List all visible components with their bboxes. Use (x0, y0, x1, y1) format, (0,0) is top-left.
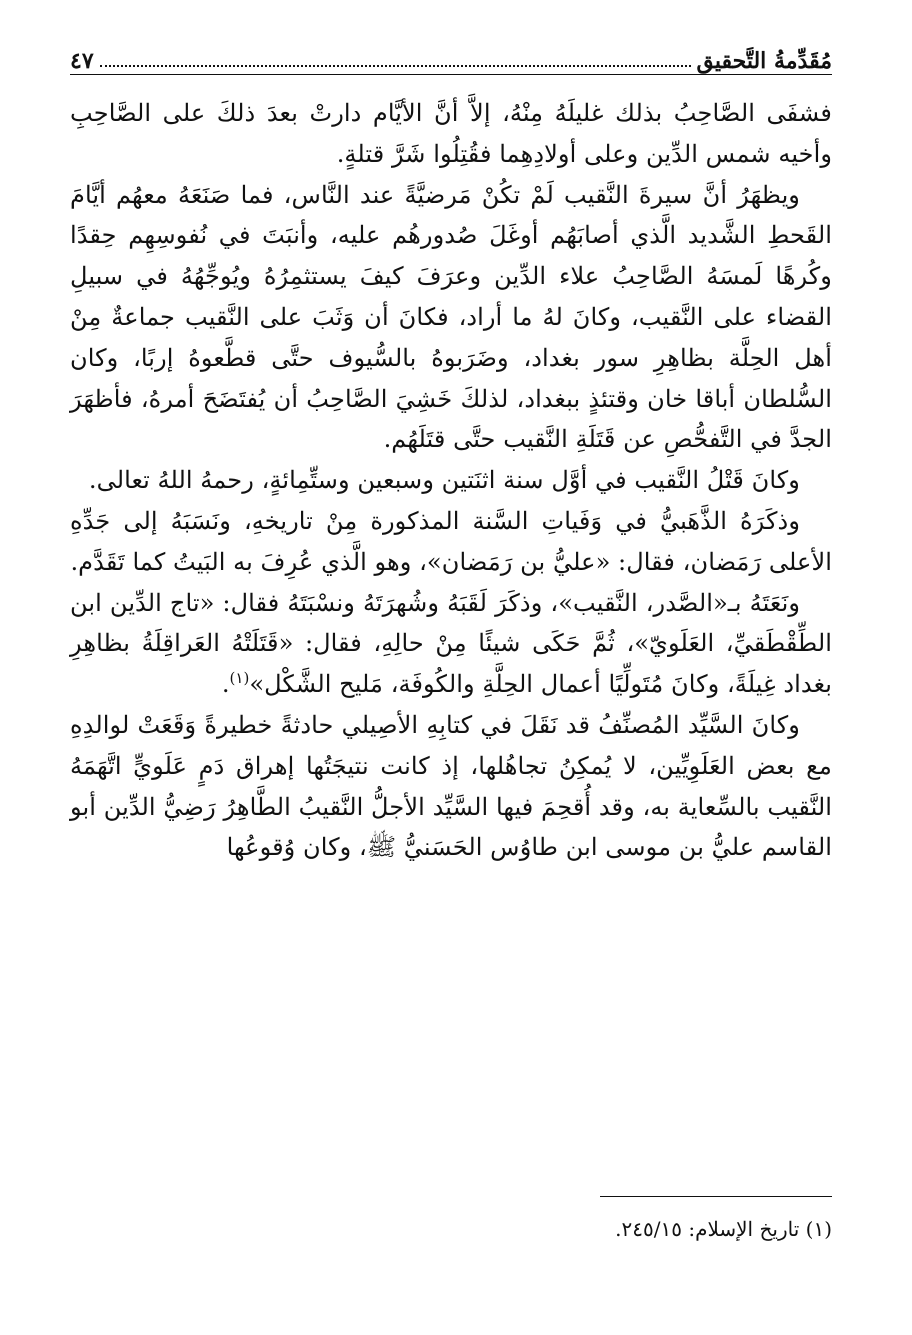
body-text (70, 93, 832, 868)
paragraph-text: ونَعَتَهُ بـ«الصَّدر، النَّقيب»، وذكَرَ لَقَبَهُ وشُهرَتَهُ ونسْبَتَهُ فقال: «تاج الدِّين ابن الطِّقْطَقيِّ، العَلَويّ»، ثُمَّ حَكَى شيئًا مِنْ حالِهِ، فقال: «قَتَلَتْهُ العَراقِلَةُ بظاهِرِ بغداد غِيلَةً، وكانَ مُتَولِّيًا أعمال الحِلَّةِ والكُوفَة، مَليح الشَّكْل» (70, 588, 832, 699)
footnote: (١) تاريخ الإسلام: ٢٤٥/١٥. (615, 1217, 832, 1241)
paragraph-text: وكانَ السَّيِّد المُصنِّفُ قد نَقَلَ في كتابِهِ الأصِيلي حادثةً خطيرةً وَقَعَتْ لوالدِهِ مع بعض العَلَوِيِّين، لا يُمكِنُ تجاهُلها، إذ كانت نتيجَتُها إهراق دَمٍ عَلَويٍّ اتَّهَمَهُ النَّقيب بالسِّعاية به، وقد أُقحِمَ فيها السَّيِّد الأجلُّ النَّقيبُ الطَّاهِرُ رَضِيُّ الدِّين أبو القاسم عليُّ بن موسى ابن طاوُس الحَسَنيُّ ﷺ، وكان وُقوعُها (70, 710, 832, 862)
paragraph-text: فشفَى الصَّاحِبُ بذلك غليلَهُ مِنْهُ، إلاَّ أنَّ الأيَّام دارتْ بعدَ ذلكَ على الصَّاحِبِ وأخيه شمس الدِّين وعلى أولادِهِما فقُتِلُوا شَرَّ قتلةٍ. (70, 99, 832, 168)
paragraph-1 (70, 93, 832, 175)
page-number: ٤٧ (70, 48, 94, 74)
paragraph-text: ويظهَرُ أنَّ سيرةَ النَّقيب لَمْ تكُنْ مَرضيَّةً عند النَّاس، فما صَنَعَهُ معهُم أيَّامَ القَحطِ الشَّديد الَّذي أصابَهُم أوغَلَ صُدورهُم عليه، وأنبَتَ في نُفوسِهِم حِقدًا وكُرهًا لَمسَهُ الصَّاحِبُ علاء الدِّين وعرَفَ كيفَ يستثمِرُهُ ويُوجِّهُهُ في سبيلِ القضاء على النَّقيب، وكانَ لهُ ما أراد، فكانَ أن وَثَبَ على النَّقيب جماعةٌ مِنْ أهل الحِلَّة بظاهِرِ سور بغداد، وضَرَبوهُ بالسُّيوف حتَّى قطَّعوهُ إربًا، وكان السُّلطان أباقا خان وقتئذٍ ببغداد، لذلكَ خَشِيَ الصَّاحِبُ أن يُفتَضَحَ أمرهُ، فأظهَرَ الجدَّ في التَّفحُّصِ عن قَتَلَةِ النَّقيب حتَّى قتَلَهُم. (70, 180, 832, 454)
paragraph-2 (70, 175, 832, 461)
footnote-separator (600, 1196, 832, 1197)
header-title: مُقَدِّمةُ التَّحقيق (696, 48, 832, 74)
paragraph-3 (70, 460, 832, 501)
header-leader-dots (100, 65, 691, 67)
paragraph-6 (70, 705, 832, 868)
running-header (70, 40, 832, 75)
footnote-reference[interactable]: (١) (229, 669, 250, 688)
paragraph-4 (70, 501, 832, 583)
paragraph-5: ونَعَتَهُ بـ«الصَّدر، النَّقيب»، وذكَرَ لَقَبَهُ وشُهرَتَهُ ونسْبَتَهُ فقال: «تاج الدِّين ابن الطِّقْطَقيِّ، العَلَويّ»، ثُمَّ حَكَى شيئًا مِنْ حالِهِ، فقال: «قَتَلَتْهُ العَراقِلَةُ بظاهِرِ بغداد غِيلَةً، وكانَ مُتَولِّيًا أعمال الحِلَّةِ والكُوفَة، مَليح الشَّكْل»$^{(١)}$. (70, 588, 832, 699)
paragraph-text: وكانَ قَتْلُ النَّقيب في أوَّل سنة اثنَتين وسبعين وستِّمِائةٍ، رحمهُ اللهُ تعالى. (88, 466, 800, 495)
paragraph-text: وذكَرَهُ الذَّهَبيُّ في وَفَياتِ السَّنة المذكورة مِنْ تاريخهِ، ونَسَبَهُ إلى جَدِّهِ الأعلى رَمَضان، فقال: «عليُّ بن رَمَضان»، وهو الَّذي عُرِفَ به البَيتُ كما تَقَدَّم. (70, 506, 832, 576)
